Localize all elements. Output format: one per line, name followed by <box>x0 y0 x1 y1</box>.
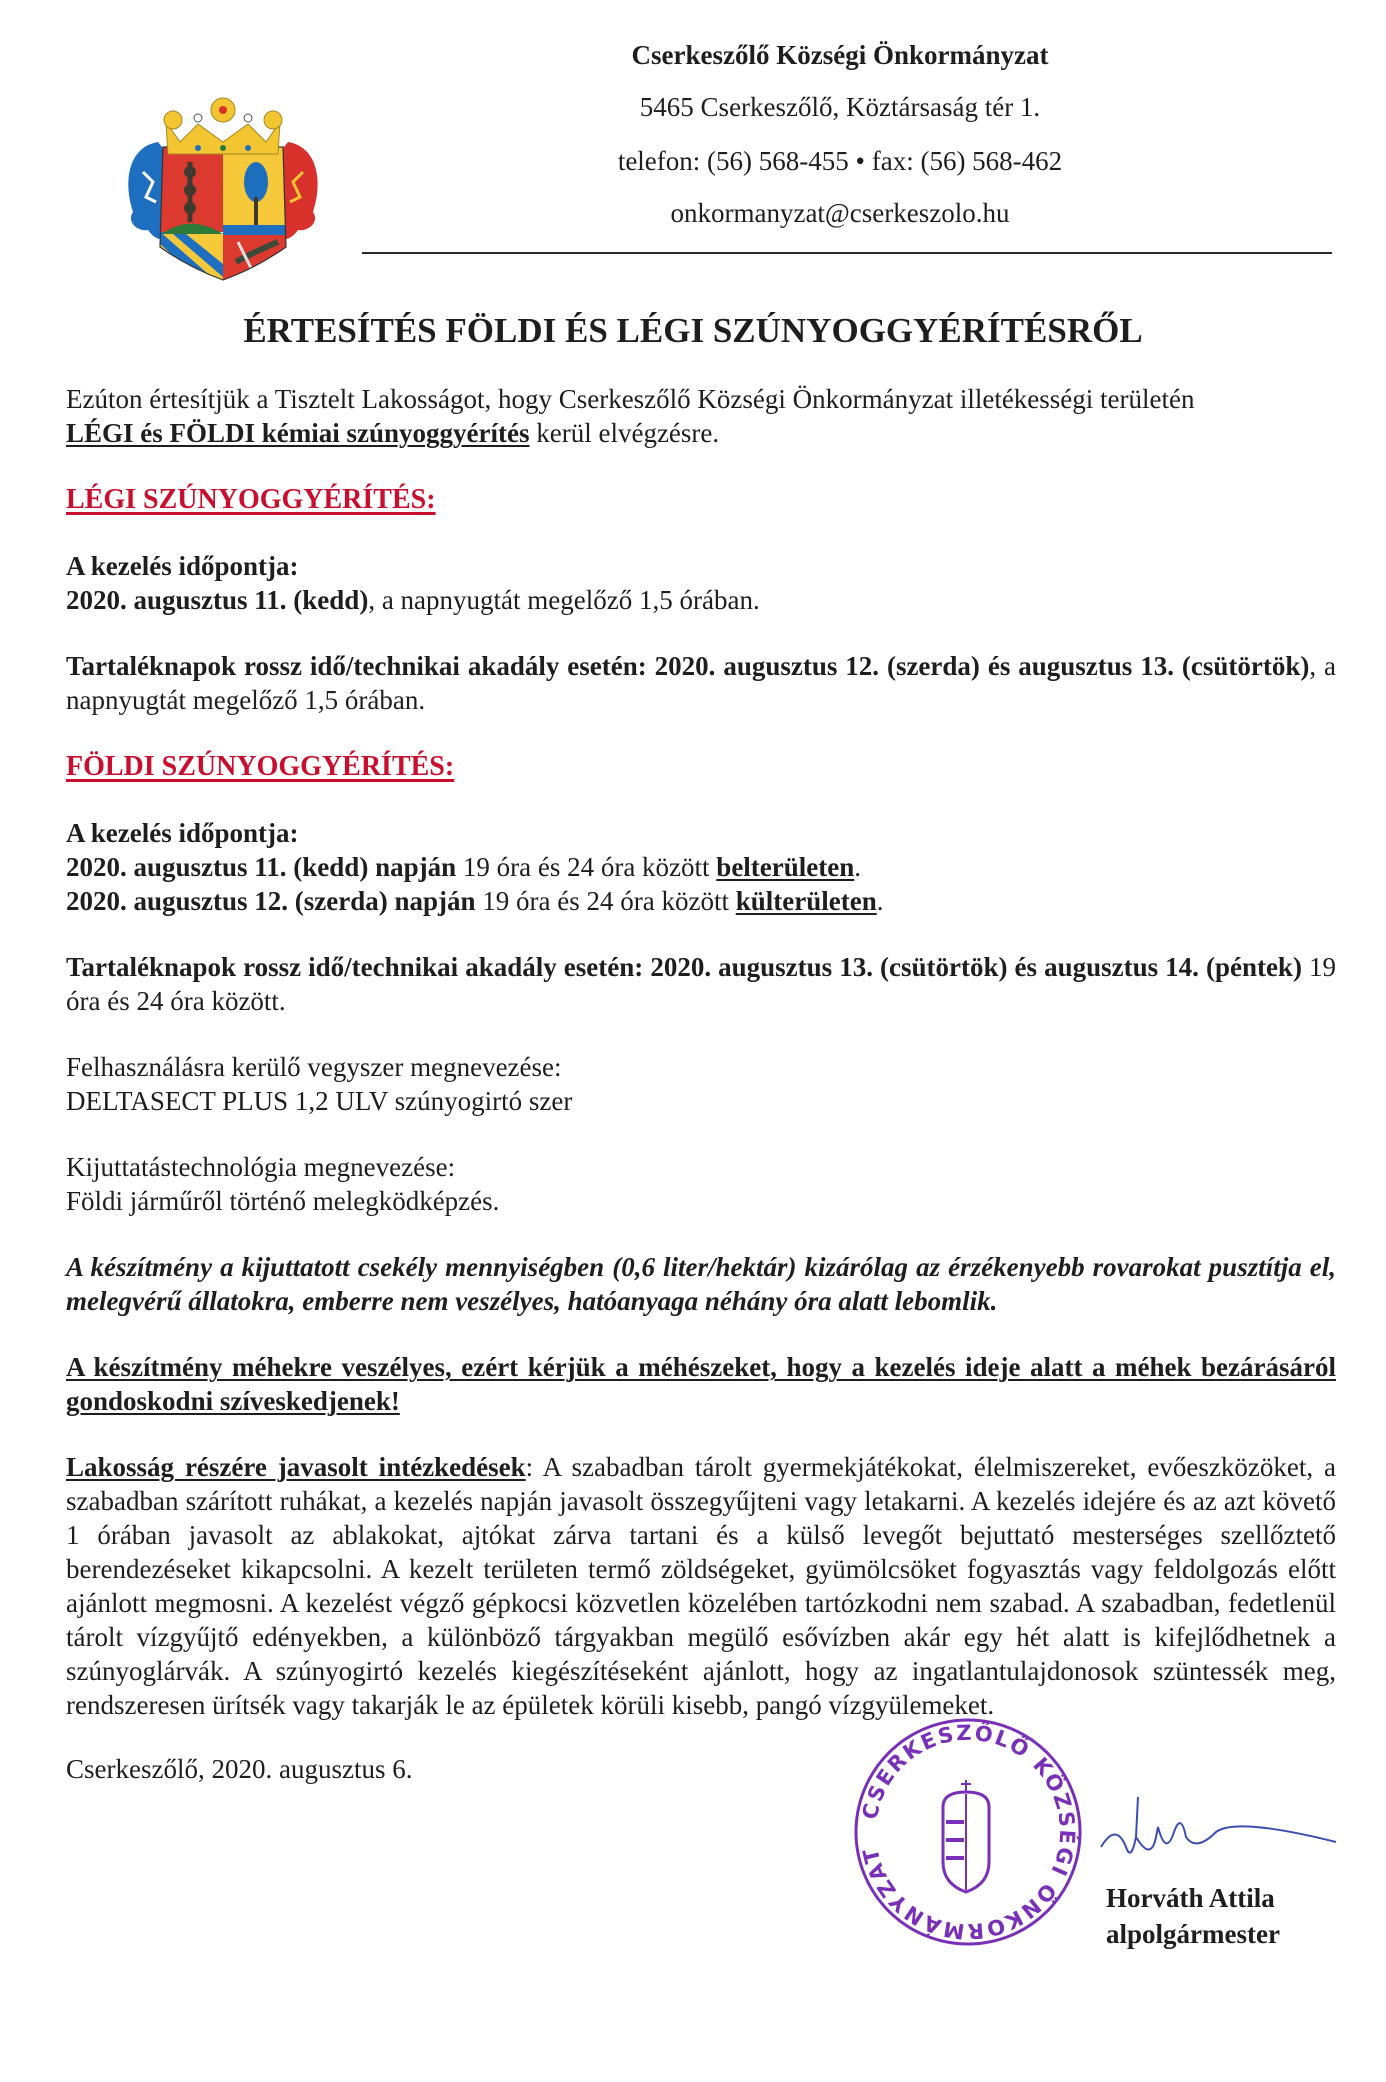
ground-reserve-rest: 19 óra és 24 óra között. <box>66 952 1337 1016</box>
aerial-time <box>66 549 1336 617</box>
chemical-label: Felhasználásra kerülő vegyszer megnevezése: <box>66 1052 562 1082</box>
letterhead-divider <box>362 252 1332 254</box>
safety-note: A készítmény a kijuttatott csekély mennyiségben (0,6 liter/hektár) kizárólag az érzékenyebb rovarokat pusztítja el, melegvérű állatokra, emberre nem veszélyes, hatóanyaga néhány óra alatt lebomlik. <box>66 1252 1336 1316</box>
coat-of-arms-icon <box>118 62 328 284</box>
signer-role: alpolgármester <box>1106 1919 1280 1949</box>
org-contact-line <box>540 148 1140 175</box>
handwritten-signature-icon <box>1096 1792 1346 1872</box>
ground-area: külterületen <box>735 886 877 916</box>
document-title: ÉRTESÍTÉS FÖLDI ÉS LÉGI SZÚNYOGGYÉRÍTÉSRŐL <box>243 311 1143 350</box>
aerial-reserve <box>66 649 1336 717</box>
measures-label: Lakosság részére javasolt intézkedések <box>66 1452 526 1482</box>
org-email: onkormanyzat@cserkeszolo.hu <box>670 198 1010 228</box>
intro-text-end: kerül elvégzésre. <box>529 418 720 448</box>
chemical-value: DELTASECT PLUS 1,2 ULV szúnyogirtó szer <box>66 1086 573 1116</box>
ground-line-end: . <box>876 886 884 916</box>
org-name: Cserkeszőlő Községi Önkormányzat <box>631 40 1049 70</box>
ground-time-label: A kezelés időpontja: <box>66 818 299 848</box>
ground-date-line <box>66 850 1336 884</box>
org-address: 5465 Cserkeszőlő, Köztársaság tér 1. <box>639 92 1041 122</box>
phone-label: telefon: <box>617 146 701 176</box>
aerial-date: 2020. augusztus 11. (kedd) <box>66 585 369 615</box>
place-date: Cserkeszőlő, 2020. augusztus 6. <box>66 1754 413 1784</box>
official-stamp-icon <box>848 1712 1088 1952</box>
ground-time-range: 19 óra és 24 óra között <box>456 852 717 882</box>
technology-block <box>66 1150 1336 1218</box>
intro-paragraph <box>66 382 1336 450</box>
signature-area <box>66 1720 1336 2002</box>
ground-date: 2020. augusztus 12. (szerda) napján <box>66 886 476 916</box>
bullet-separator: • <box>855 146 865 176</box>
technology-label: Kijuttatástechnológia megnevezése: <box>66 1152 456 1182</box>
ground-date-line <box>66 884 1336 918</box>
ground-line-end: . <box>854 852 861 882</box>
letterhead <box>0 0 1386 270</box>
technology-value: Földi járműről történő melegködképzés. <box>66 1186 500 1216</box>
measures-colon: : <box>525 1452 534 1482</box>
ground-heading-text: FÖLDI SZÚNYOGGYÉRÍTÉS: <box>66 751 455 782</box>
measures-text: A szabadban tárolt gyermekjátékokat, élelmiszereket, evőeszközöket, a szabadban szárított ruhákat, a kezelés napján javasolt összegyűjteni vagy letakarni. A kezelés idejére és az azt követő 1 órában javasolt az ablakokat, ajtókat zárva tartani és a külső levegőt bejuttató mesterséges szellőztető berendezéseket kikapcsolni. A kezelt területen termő zöldségeket, gyümölcsöket fogyasztás vagy feldolgozás előtt ajánlott megmosni. A kezelést végző gépkocsi közvetlen közelében tartózkodni nem szabad. A szabadban, fedetlenül tárolt vízgyűjtő edényekben, a különböző tárgyakban megülő esővízben akár egy hét alatt is kifejlődhetnek a szúnyoglárvák. A szúnyogirtó kezelés kiegészítéseként ajánlott, hogy az ingatlantulajdonosok szüntessék meg, rendszeresen ürítsék vagy takarják le az épületek körüli kisebb, pangó vízgyülemeket. <box>66 1452 1336 1720</box>
aerial-heading-text: LÉGI SZÚNYOGGYÉRÍTÉS: <box>66 484 436 515</box>
ground-heading <box>66 749 1336 784</box>
aerial-time-label: A kezelés időpontja: <box>66 551 299 581</box>
aerial-reserve-dates: Tartaléknapok rossz idő/technikai akadály esetén: 2020. augusztus 12. (szerda) és augusztus 13. (csütörtök) <box>66 651 1310 681</box>
measures-paragraph <box>66 1450 1336 1722</box>
ground-time <box>66 816 1336 918</box>
aerial-date-line <box>66 583 1336 617</box>
intro-emphasis: LÉGI és FÖLDI kémiai szúnyoggyérítés <box>66 418 530 448</box>
signer-name: Horváth Attila <box>1106 1883 1275 1913</box>
aerial-heading <box>66 482 1336 517</box>
bee-warning: A készítmény méhekre veszélyes, ezért kérjük a méhészeket, hogy a kezelés ideje alatt a méhek bezárásáról gondoskodni szíveskedjenek! <box>66 1352 1336 1416</box>
aerial-date-rest: , a napnyugtát megelőző 1,5 órában. <box>368 585 760 615</box>
ground-reserve <box>66 950 1336 1018</box>
aerial-reserve-rest: , a napnyugtát megelőző 1,5 órában. <box>66 651 1336 715</box>
document-body <box>0 310 1386 2002</box>
stamp-text: CSERKESZŐLŐ KÖZSÉGI ÖNKORMÁNYZAT <box>857 1720 1080 1944</box>
phone-number: (56) 568-455 <box>707 146 849 176</box>
fax-number: (56) 568-462 <box>920 146 1063 176</box>
ground-area: belterületen <box>716 852 855 882</box>
intro-text: Ezúton értesítjük a Tisztelt Lakosságot, hogy Cserkeszőlő Községi Önkormányzat illetékességi területén <box>66 384 1195 414</box>
ground-date: 2020. augusztus 11. (kedd) napján <box>66 852 457 882</box>
ground-time-range: 19 óra és 24 óra között <box>475 886 736 916</box>
chemical-block <box>66 1050 1336 1118</box>
fax-label: fax: <box>871 146 914 176</box>
ground-reserve-dates: Tartaléknapok rossz idő/technikai akadály esetén: 2020. augusztus 13. (csütörtök) és augusztus 14. (péntek) <box>66 952 1302 982</box>
